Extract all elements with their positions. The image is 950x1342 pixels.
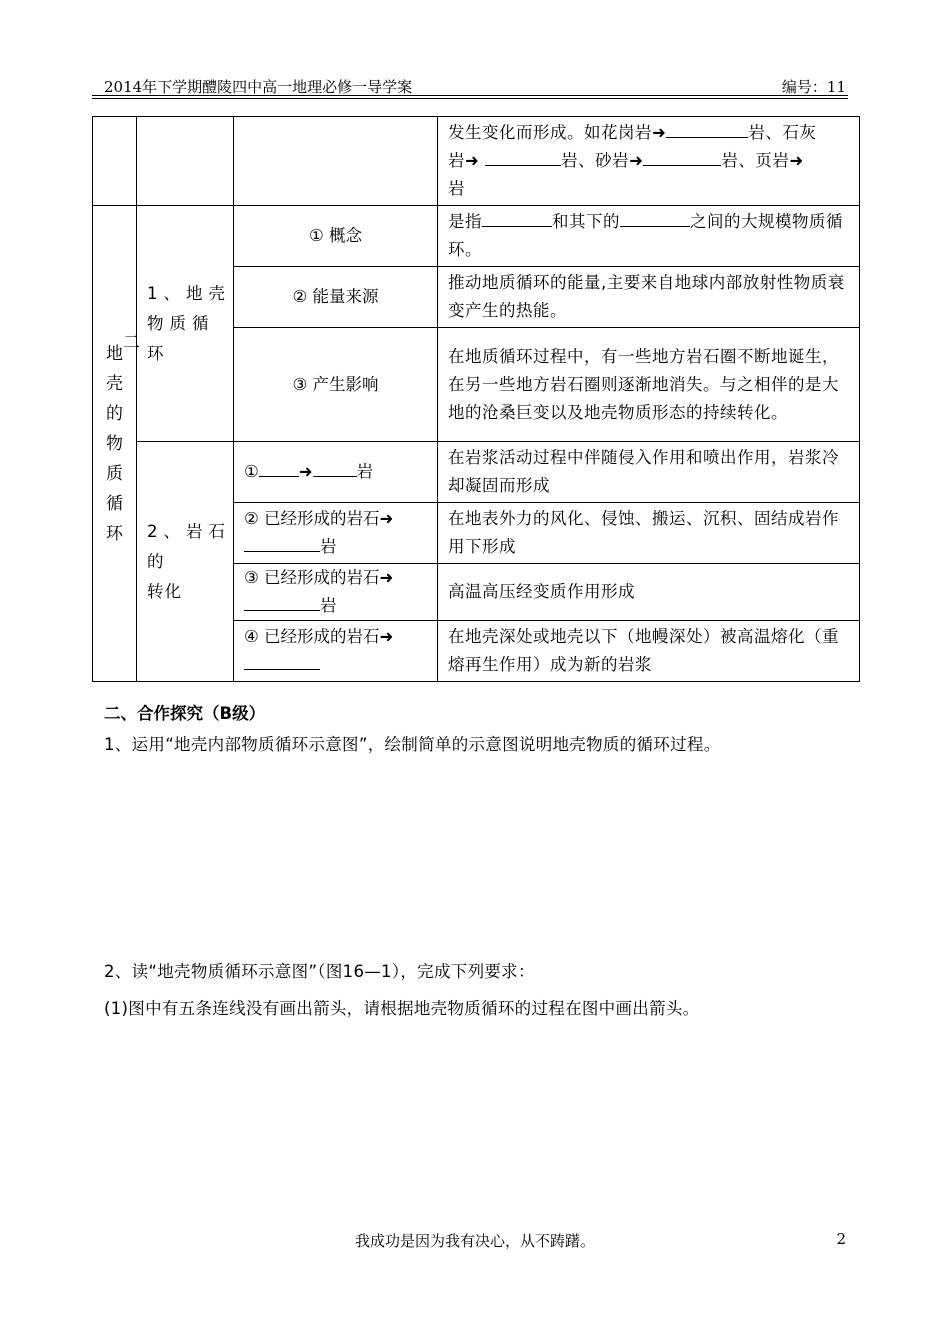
sub1-label: 1、地壳物质循环 bbox=[137, 206, 234, 442]
cell-empty bbox=[234, 117, 438, 206]
header-title: 2014年下学期醴陵四中高一地理必修一导学案 bbox=[104, 78, 413, 96]
item-magma: ④ 已经形成的岩石➜ bbox=[234, 621, 438, 682]
study-table bbox=[92, 116, 860, 682]
table-row-continuation bbox=[93, 117, 860, 206]
question-2: 2、读“地壳物质循环示意图”（图16—1），完成下列要求： bbox=[104, 962, 535, 981]
sub2-label: 2、岩石的 转化 bbox=[137, 442, 234, 682]
fill-blank[interactable] bbox=[485, 147, 561, 166]
fill-blank[interactable] bbox=[244, 533, 320, 552]
table-row bbox=[93, 442, 860, 503]
fill-blank[interactable] bbox=[643, 147, 721, 166]
item-concept: ① 概念 bbox=[234, 206, 438, 267]
fill-blank[interactable] bbox=[620, 208, 690, 227]
question-1: 1、运用“地壳内部物质循环示意图”，绘制简单的示意图说明地壳物质的循环过程。 bbox=[104, 735, 721, 754]
cell-empty bbox=[137, 117, 234, 206]
fill-blank[interactable] bbox=[482, 208, 552, 227]
item-impact: ③ 产生影响 bbox=[234, 328, 438, 442]
desc-energy: 推动地质循环的能量,主要来自地球内部放射性物质衰变产生的热能。 bbox=[438, 267, 860, 328]
page-number: 2 bbox=[836, 1230, 846, 1248]
desc-igneous: 在岩浆活动过程中伴随侵入作用和喷出作用，岩浆冷却凝固而形成 bbox=[438, 442, 860, 503]
fill-blank[interactable] bbox=[259, 458, 299, 477]
footer-motto: 我成功是因为我有决心，从不踌躇。 bbox=[354, 1232, 595, 1250]
section-number: 二 bbox=[123, 333, 140, 353]
section-title: 地 壳 的 物 质 循 环 bbox=[106, 343, 123, 544]
fill-blank[interactable] bbox=[244, 651, 320, 670]
desc-magma: 在地壳深处或地壳以下（地幔深处）被高温熔化（重熔再生作用）成为新的岩浆 bbox=[438, 621, 860, 682]
section2-heading: 二、合作探究（B级） bbox=[104, 704, 266, 723]
header-serial-number: 编号：11 bbox=[781, 78, 846, 96]
header-rule bbox=[92, 95, 848, 96]
desc-concept: 是指 和其下的 之间的大规模物质循环。 bbox=[438, 206, 860, 267]
item-igneous: ① ➜ 岩 bbox=[234, 442, 438, 503]
desc-sedimentary: 在地表外力的风化、侵蚀、搬运、沉积、固结成岩作用下形成 bbox=[438, 503, 860, 564]
table-row bbox=[93, 206, 860, 267]
question-2-part-1: (1)图中有五条连线没有画出箭头，请根据地壳物质循环的过程在图中画出箭头。 bbox=[104, 999, 700, 1018]
fill-blank[interactable] bbox=[244, 592, 320, 611]
header-rule-thin bbox=[92, 98, 848, 99]
desc-impact: 在地质循环过程中，有一些地方岩石圈不断地诞生，在另一些地方岩石圈则逐渐地消失。与之相伴的是大地的沧桑巨变以及地壳物质形态的持续转化。 bbox=[438, 328, 860, 442]
fill-blank[interactable] bbox=[313, 458, 357, 477]
item-metamorphic: ③ 已经形成的岩石➜ 岩 bbox=[234, 564, 438, 621]
item-energy: ② 能量来源 bbox=[234, 267, 438, 328]
cell-empty bbox=[93, 117, 137, 206]
item-sedimentary: ② 已经形成的岩石➜ 岩 bbox=[234, 503, 438, 564]
section-title-cell bbox=[93, 206, 140, 682]
desc-metamorphic: 高温高压经变质作用形成 bbox=[438, 564, 860, 621]
fill-blank[interactable] bbox=[666, 119, 748, 138]
continuation-desc: 发生变化而形成。如花岗岩➜ 岩、石灰 岩➜ 岩、砂岩➜ 岩、页岩➜ 岩 bbox=[438, 117, 860, 206]
